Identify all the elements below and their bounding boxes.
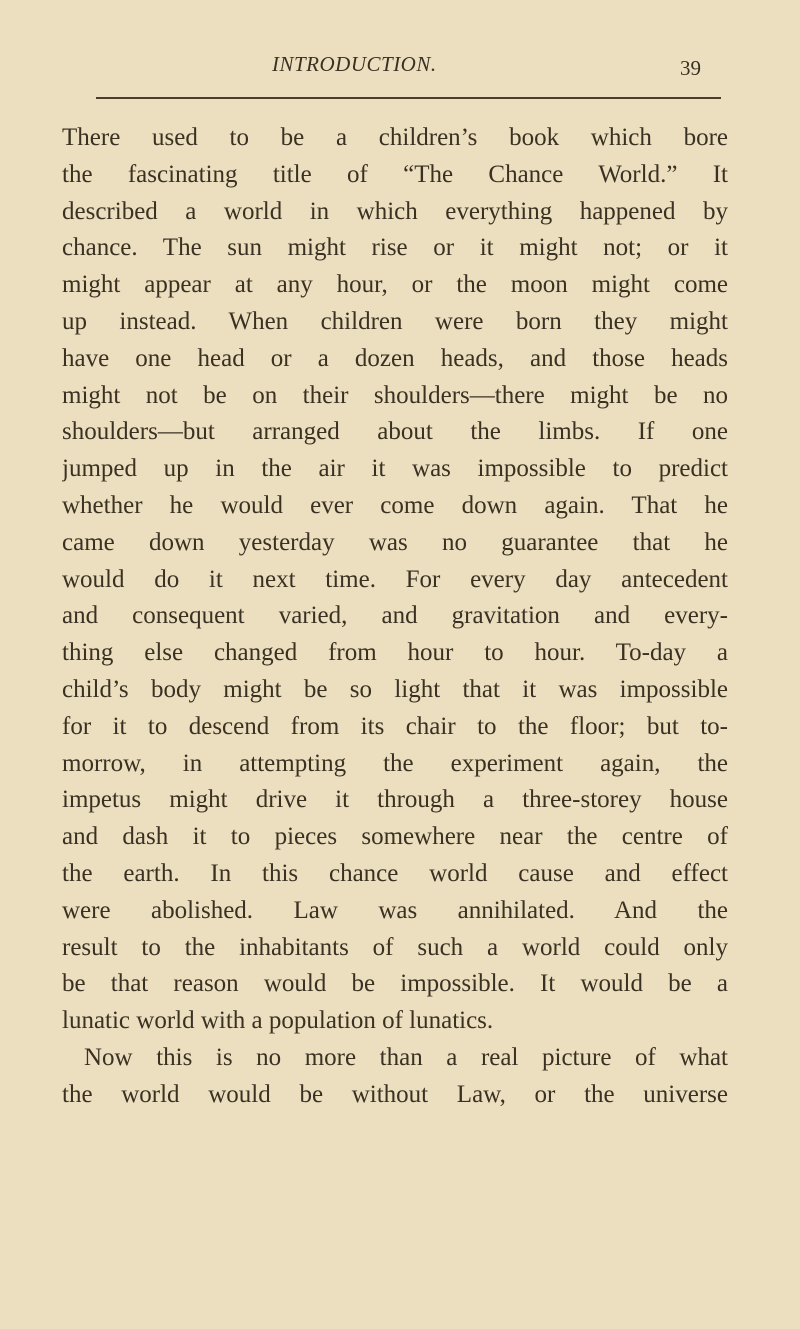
text-line: the earth. In this chance world cause and effect <box>62 859 728 887</box>
text-line: the fascinating title of “The Chance World.” It <box>62 160 728 188</box>
body-text <box>62 120 728 1114</box>
text-line: would do it next time. For every day antecedent <box>62 565 728 593</box>
text-line: the world would be without Law, or the universe <box>62 1080 728 1108</box>
text-line: chance. The sun might rise or it might not; or it <box>62 234 728 262</box>
text-line: lunatic world with a population of lunatics. <box>62 1007 494 1035</box>
text-line: morrow, in attempting the experiment again, the <box>62 749 728 777</box>
text-line: described a world in which everything happened by <box>62 197 728 225</box>
text-line: Now this is no more than a real picture of what <box>84 1043 728 1071</box>
text-line: result to the inhabitants of such a world could only <box>62 933 728 961</box>
header-rule <box>96 97 721 99</box>
text-line: thing else changed from hour to hour. To-day a <box>62 639 728 667</box>
text-line: for it to descend from its chair to the floor; but to- <box>62 712 728 740</box>
running-title: INTRODUCTION. <box>272 52 437 76</box>
running-head <box>0 52 800 92</box>
text-line: might appear at any hour, or the moon might come <box>62 271 728 299</box>
text-line: There used to be a children’s book which bore <box>62 124 728 151</box>
text-line: be that reason would be impossible. It would be a <box>62 970 728 998</box>
text-line: and consequent varied, and gravitation and every- <box>62 602 728 630</box>
text-line: up instead. When children were born they might <box>62 307 728 335</box>
page-number: 39 <box>680 56 701 80</box>
text-line: whether he would ever come down again. That he <box>62 491 728 519</box>
text-line: came down yesterday was no guarantee that he <box>62 528 728 556</box>
text-line: and dash it to pieces somewhere near the centre of <box>62 823 728 851</box>
text-line: have one head or a dozen heads, and those heads <box>62 344 728 372</box>
text-line: were abolished. Law was annihilated. And the <box>62 896 728 924</box>
text-line: impetus might drive it through a three-storey house <box>62 786 728 814</box>
text-line: shoulders—but arranged about the limbs. If one <box>62 418 728 446</box>
text-line: child’s body might be so light that it was impossible <box>62 675 728 703</box>
text-line: jumped up in the air it was impossible to predict <box>62 455 728 483</box>
text-line: might not be on their shoulders—there might be no <box>62 381 728 409</box>
